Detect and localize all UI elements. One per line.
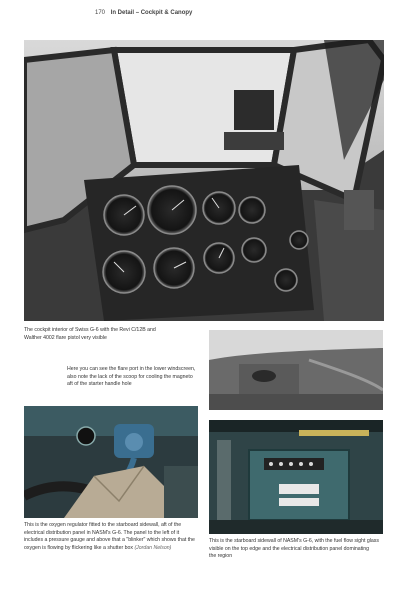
cockpit-bw-photo [24, 40, 384, 321]
flare-port-caption: Here you can see the flare port in the lower windscreen, also note the lack of the scoop for cooling the magneto aft of the starter handle hole [67, 366, 196, 388]
sidewall-caption: This is the starboard sidewall of NASM's G-6, with the fuel flow sight glass visible on the top edge and the electrical distribution panel dominating the region [209, 538, 379, 560]
cockpit-caption: The cockpit interior of Swiss G-6 with the Revi C/12B and Walther 4002 flare pistol very visible [24, 327, 156, 341]
oxygen-regulator-photo [24, 406, 198, 518]
flare-port-photo [209, 330, 383, 410]
section-title: In Detail – Cockpit & Canopy [110, 10, 193, 16]
photo-credit: (Jordan Nelson) [134, 544, 172, 551]
page-number: 170 [95, 10, 106, 16]
page-header [95, 10, 192, 16]
starboard-sidewall-photo [209, 420, 383, 534]
oxygen-caption: This is the oxygen regulator fitted to the starboard sidewall, aft of the electrical distribution panel in NASM's G-6. The panel to the left of it includes a pressure gauge and above that a "blinker" which shows that the oxygen is flowing by flickering like a shutter box (Jordan Nelson) [24, 522, 195, 551]
